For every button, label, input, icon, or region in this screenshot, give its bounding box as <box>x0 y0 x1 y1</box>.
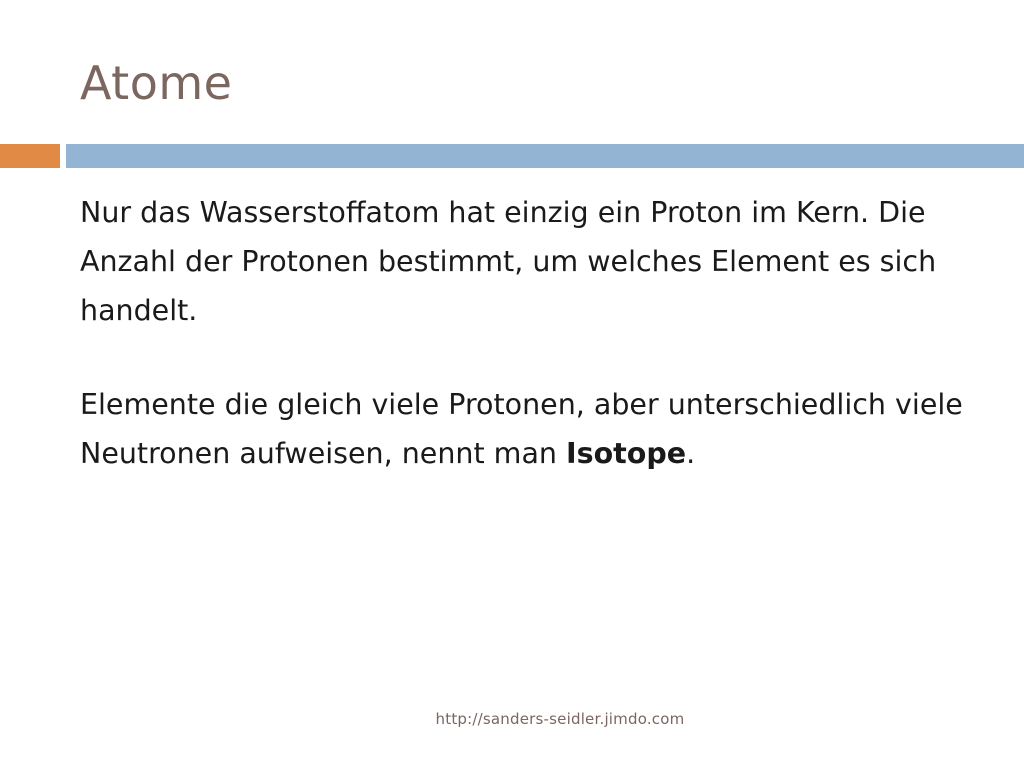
title-divider-blue-bar <box>66 144 1024 168</box>
title-divider-orange-bar <box>0 144 60 168</box>
paragraph-isotopes-period: . <box>686 437 696 470</box>
isotope-term: Isotope <box>566 437 687 470</box>
footer-url: http://sanders-seidler.jimdo.com <box>435 710 685 728</box>
paragraph-isotopes-text: Elemente die gleich viele Protonen, aber unterschiedlich viele Neutronen aufweisen, nennt man <box>80 388 963 470</box>
paragraph-hydrogen: Nur das Wasserstoffatom hat einzig ein Proton im Kern. Die Anzahl der Protonen bestimmt, um welches Element es sich handelt. <box>80 196 937 327</box>
slide-body <box>80 188 970 478</box>
paragraph-isotopes <box>80 380 970 478</box>
slide-title: Atome <box>80 56 233 110</box>
